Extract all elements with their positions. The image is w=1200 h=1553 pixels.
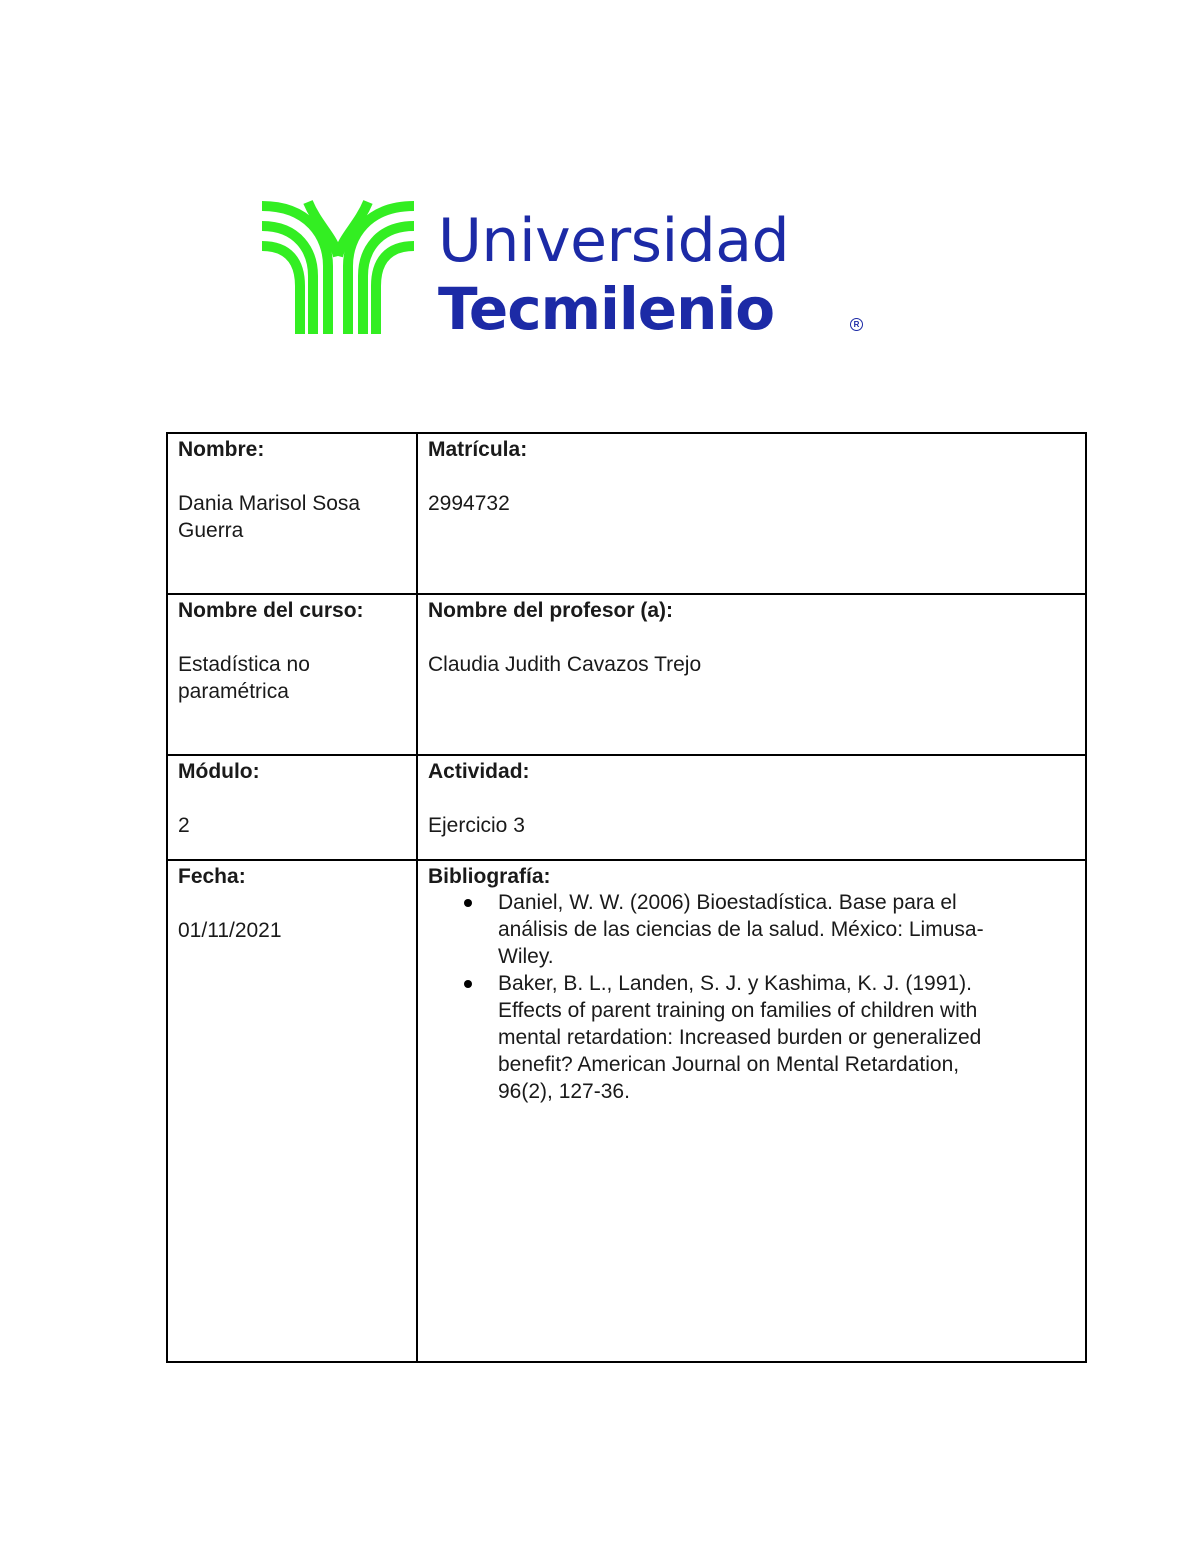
modulo-value: 2 [178, 814, 190, 837]
matricula-label: Matrícula: [428, 438, 528, 461]
table-row [167, 860, 1086, 1362]
list-item [498, 970, 1053, 1105]
table-row [167, 433, 1086, 594]
list-item [498, 889, 1053, 970]
actividad-cell [417, 755, 1086, 860]
fecha-cell [167, 860, 417, 1362]
bullet-icon [464, 899, 472, 907]
nombre-cell [167, 433, 417, 594]
fecha-label: Fecha: [178, 865, 246, 888]
reference-line: mental retardation: Increased burden or generalized [498, 1026, 982, 1049]
tecmilenio-arch-logo-icon [258, 196, 418, 336]
profesor-label: Nombre del profesor (a): [428, 599, 674, 622]
cover-info-table [166, 432, 1087, 1363]
matricula-value: 2994732 [428, 492, 510, 515]
matricula-cell [417, 433, 1086, 594]
nombre-value-line-2: Guerra [178, 519, 244, 542]
nombre-value [178, 490, 406, 544]
curso-cell [167, 594, 417, 755]
profesor-value: Claudia Judith Cavazos Trejo [428, 653, 702, 676]
curso-label: Nombre del curso: [178, 599, 364, 622]
reference-line: benefit? American Journal on Mental Retardation, [498, 1053, 960, 1076]
university-logo [258, 196, 868, 341]
profesor-cell [417, 594, 1086, 755]
nombre-label: Nombre: [178, 438, 265, 461]
logo-line-universidad: Universidad [438, 206, 790, 276]
logo-wordmark [438, 196, 868, 341]
curso-value [178, 651, 406, 705]
reference-line: Daniel, W. W. (2006) Bioestadística. Base para el [498, 891, 957, 914]
curso-value-line-1: Estadística no [178, 653, 310, 676]
bibliografia-cell [417, 860, 1086, 1362]
reference-line: análisis de las ciencias de la salud. México: Limusa- [498, 918, 984, 941]
reference-line: 96(2), 127-36. [498, 1080, 630, 1103]
registered-mark-icon: R [850, 318, 863, 331]
reference-line: Baker, B. L., Landen, S. J. y Kashima, K. J. (1991). [498, 972, 972, 995]
reference-line: Effects of parent training on families of children with [498, 999, 978, 1022]
nombre-value-line-1: Dania Marisol Sosa [178, 492, 361, 515]
actividad-label: Actividad: [428, 760, 530, 783]
actividad-value: Ejercicio 3 [428, 814, 525, 837]
logo-line-tecmilenio: Tecmilenio [438, 275, 775, 343]
curso-value-line-2: paramétrica [178, 680, 289, 703]
fecha-value: 01/11/2021 [178, 919, 282, 942]
table-row [167, 755, 1086, 860]
reference-line: Wiley. [498, 945, 554, 968]
modulo-label: Módulo: [178, 760, 260, 783]
table-row [167, 594, 1086, 755]
bibliografia-list [428, 889, 1053, 1105]
modulo-cell [167, 755, 417, 860]
bullet-icon [464, 980, 472, 988]
bibliografia-label: Bibliografía: [428, 865, 551, 888]
